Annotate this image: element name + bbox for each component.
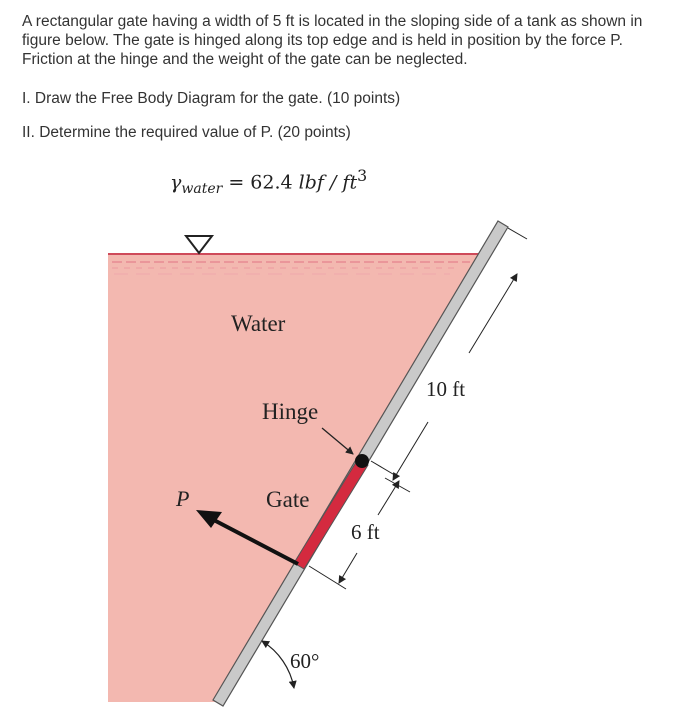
water-region [108, 254, 483, 702]
dim-10ft-label: 10 ft [426, 377, 466, 401]
free-surface-symbol-icon [186, 236, 212, 253]
dim-10ft-line-lower [393, 422, 428, 480]
part-one-question: I. Draw the Free Body Diagram for the gate. (10 points) [22, 90, 401, 107]
force-p-label: P [176, 486, 190, 511]
equation-unit: lbf / ft [298, 171, 358, 194]
dim-10ft-line-upper [469, 274, 517, 353]
equation-value: = 62.4 [228, 171, 293, 194]
equation-exponent: 3 [357, 166, 368, 185]
gamma-subscript: water [181, 181, 223, 198]
gamma-symbol: γ [170, 171, 182, 194]
hinge-pin [355, 454, 369, 468]
angle-label: 60° [290, 649, 320, 673]
dim-10ft-ext-bottom [371, 461, 398, 477]
part-two-question: II. Determine the required value of P. (20 points) [22, 124, 351, 141]
hinge-label: Hinge [262, 399, 319, 424]
dim-6ft-line-upper [378, 481, 399, 515]
dim-10ft-ext-top [508, 228, 527, 239]
problem-statement: A rectangular gate having a width of 5 ft is located in the sloping side of a tank as shown in figure below. The gate is hinged along its top edge and is held in position by the force P. Friction at the hinge and the weight of the gate can be neglected. [22, 13, 643, 68]
dim-6ft-line-lower [339, 553, 357, 583]
dim-6ft-ext-top [385, 478, 410, 492]
water-label: Water [231, 311, 286, 336]
dim-6ft-label: 6 ft [351, 520, 380, 544]
dim-6ft-ext-bottom [309, 566, 346, 589]
gate-label: Gate [266, 487, 310, 512]
